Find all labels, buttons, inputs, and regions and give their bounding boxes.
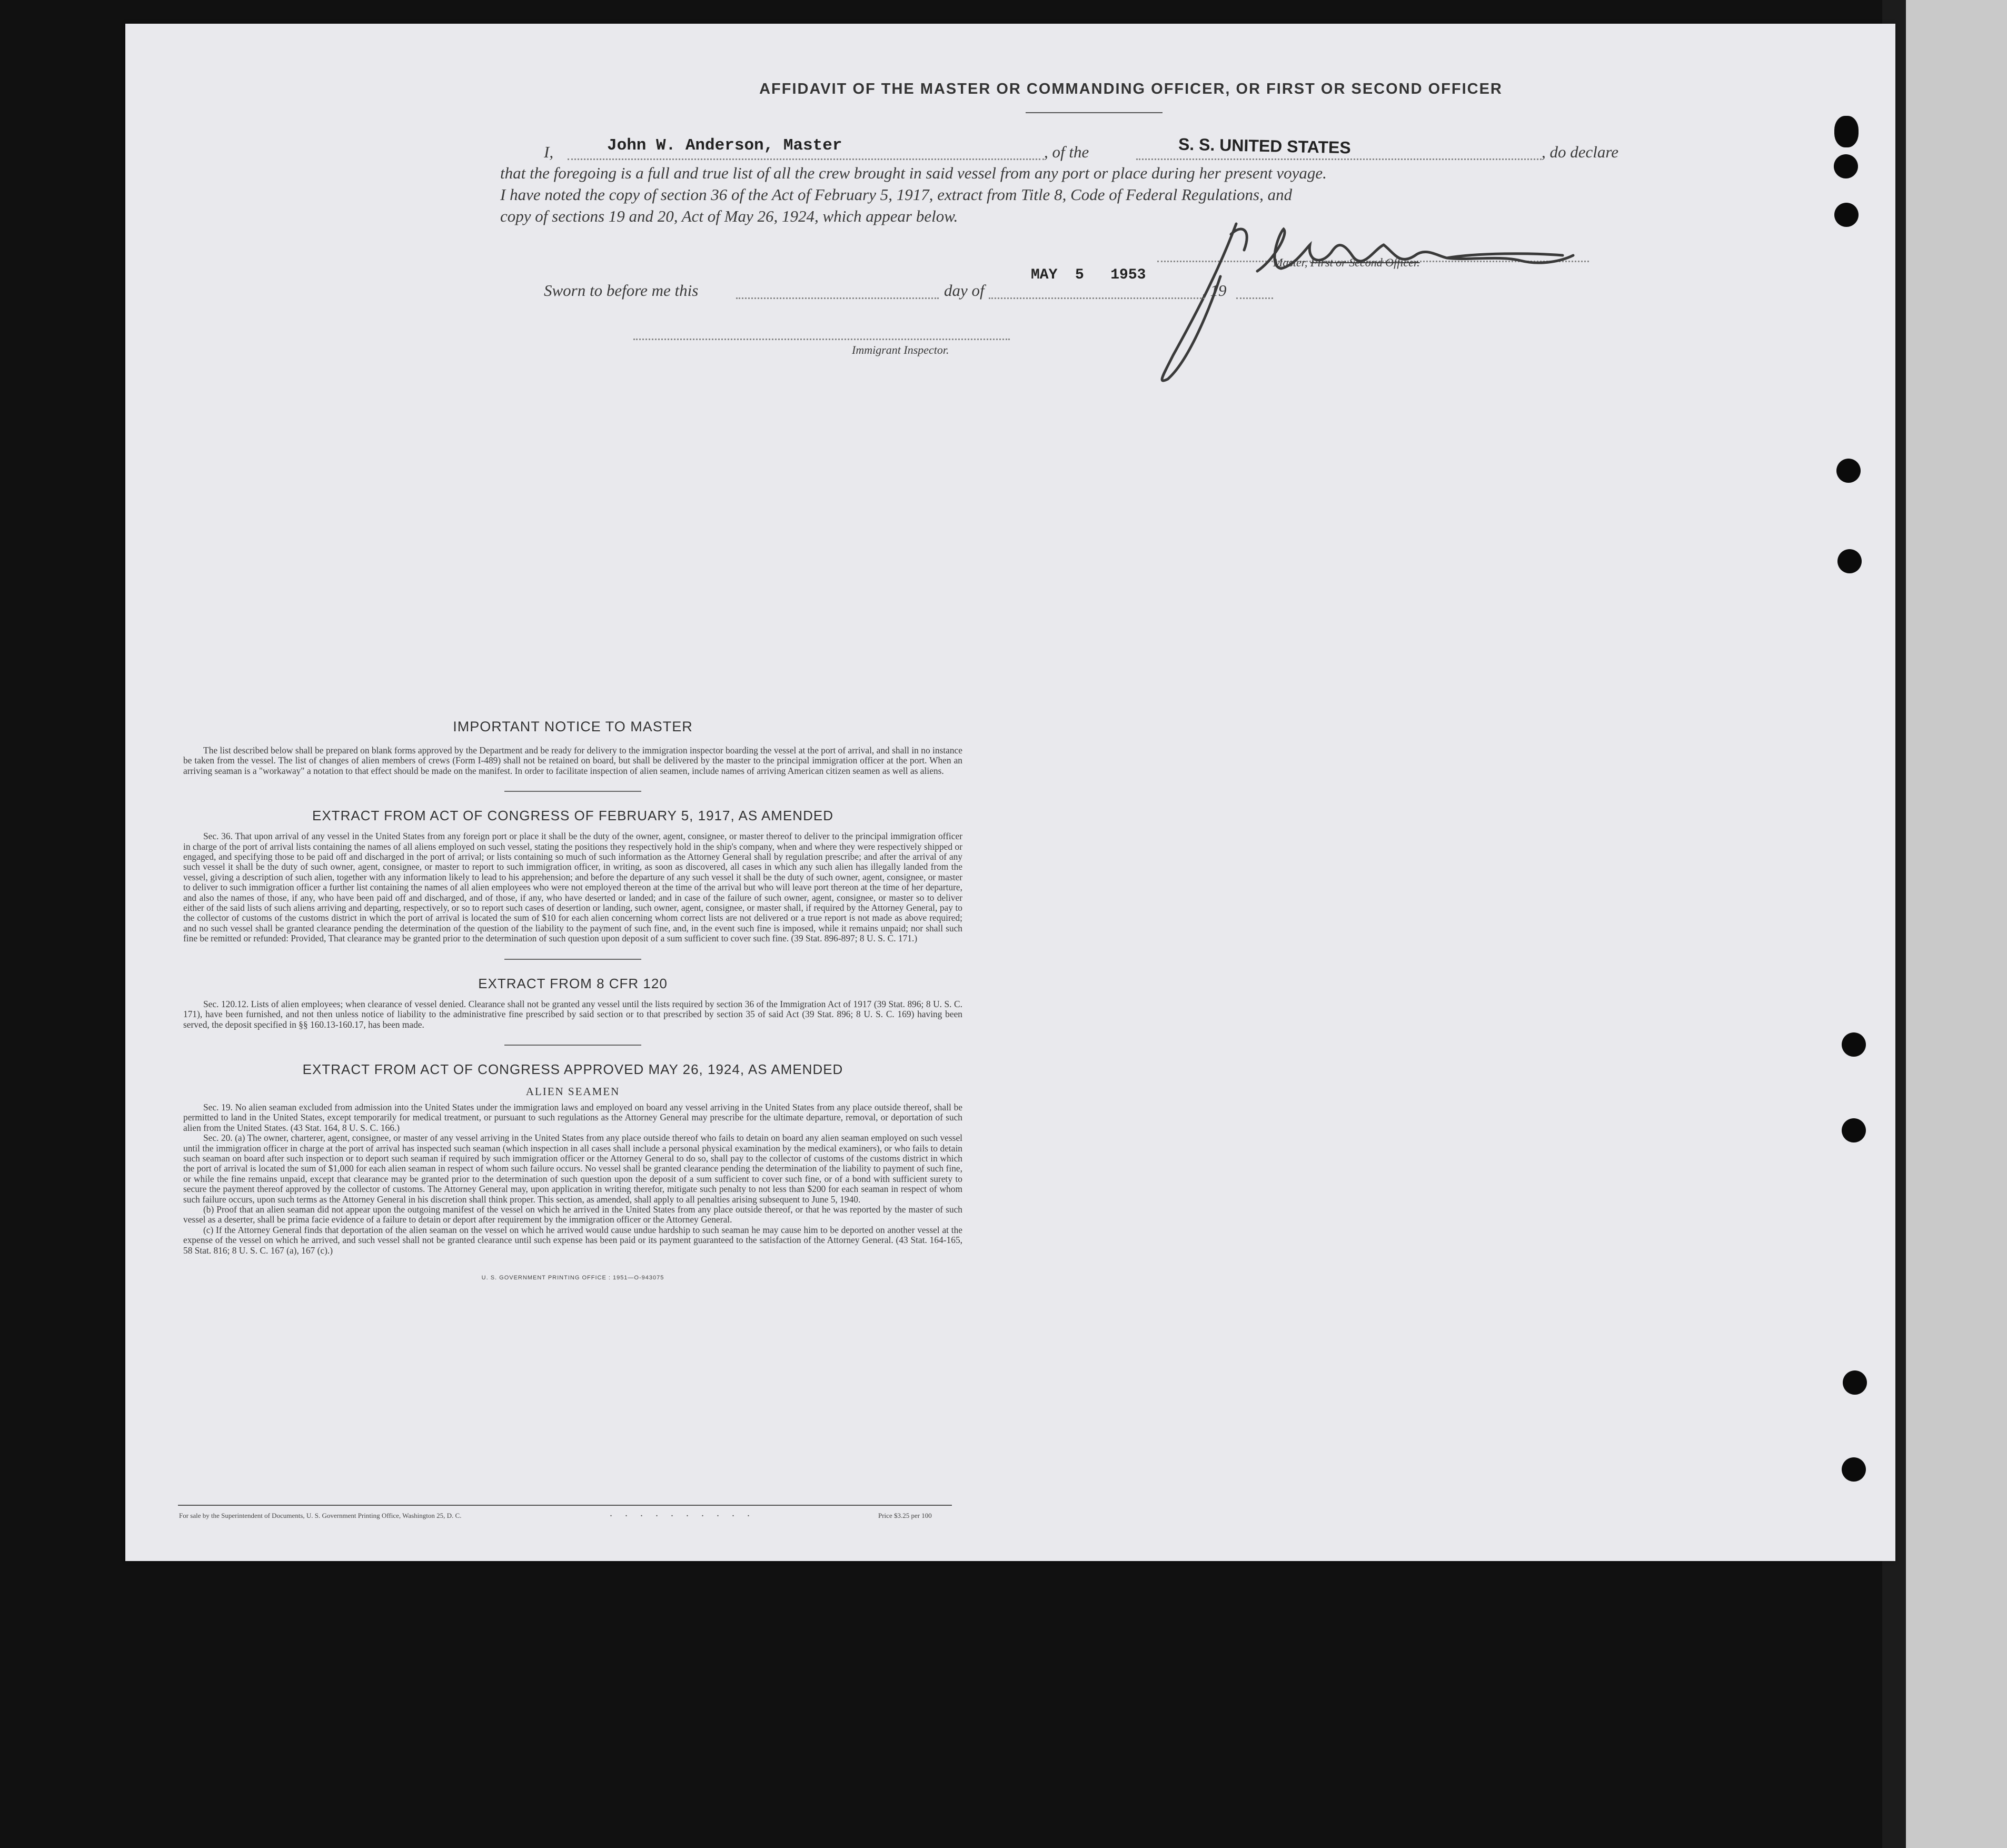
title-rule: [1026, 112, 1163, 113]
declaration-line-3: I have noted the copy of section 36 of the Act of February 5, 1917, extract from Title 8, Code of Federal Regulations, and: [500, 185, 1293, 204]
document-page: [125, 24, 1895, 1561]
notice-body: The list described below shall be prepared on blank forms approved by the Department and be ready for delivery to the immigration inspector boarding the vessel at the port of arrival, and shall in no instance be taken from the vessel. The list of changes of alien members of crews (Form I-489) shall not be retained on board, but shall be delivered by the master to the principal immigration officer at the port. When an arriving seaman is a "workaway" a notation to that effect should be made on the manifest. In order to facilitate inspection of alien seamen, include names of arriving American citizen seamen as well as aliens.: [183, 745, 962, 776]
extract-cfr-body: Sec. 120.12. Lists of alien employees; when clearance of vessel denied. Clearance shall not be granted any vessel until the lists required by section 36 of the Immigration Act of 1917 (39 Stat. 896; 8 U. S. C. 171), have been furnished, and not then unless notice of liability to the administrative fine prescribed by said section or to that prescribed by section 35 of said Act (39 Stat. 896; 8 U. S. C. 169) having been served, the deposit specified in §§ 160.13-160.17, has been made.: [183, 998, 962, 1030]
sec-19-body: Sec. 19. No alien seaman excluded from admission into the United States under the immigration laws and employed on board any vessel arriving in the United States from any place outside thereof, shall be permitted to land in the United States, except temporarily for medical treatment, or pursuant to such regulations as the Attorney General may prescribe for the ultimate departure, removal, or deportation of such alien from the United States. (43 Stat. 164, 8 U. S. C. 166.): [183, 1101, 962, 1133]
of-the-label: , of the: [1044, 143, 1089, 161]
master-name-filled: John W. Anderson, Master: [607, 136, 842, 155]
footer-price: Price $3.25 per 100: [878, 1512, 932, 1519]
declaration-line-2: that the foregoing is a full and true list of all the crew brought in said vessel from any port or place during her present voyage.: [500, 164, 1327, 182]
footer-leader-dots: ..........: [610, 1507, 762, 1519]
master-caption-prefix: Master,: [1273, 256, 1310, 269]
punch-hole: [1834, 203, 1859, 227]
separator-1: [504, 791, 641, 792]
declaration-line-4: copy of sections 19 and 20, Act of May 26, 1924, which appear below.: [500, 207, 958, 225]
punch-hole: [1836, 459, 1861, 483]
year-line: [1236, 297, 1273, 299]
notice-heading: IMPORTANT NOTICE TO MASTER: [453, 719, 693, 734]
footer-sale-notice: For sale by the Superintendent of Documents, U. S. Government Printing Office, Washington 25, D. C.: [179, 1512, 462, 1519]
sec-20b-body: (b) Proof that an alien seaman did not appear upon the outgoing manifest of the vessel on which he arrived in the United States from any place outside thereof, or that he was reported by the master of such vessel as a deserter, shall be prima facie evidence of a failure to detain or deport after requirement by the immigration officer or the Attorney General.: [183, 1204, 962, 1225]
extract-1917-body: Sec. 36. That upon arrival of any vessel in the United States from any foreign port or place it shall be the duty of the owner, agent, consignee, or master thereof to deliver to the principal immigration officer in charge of the port of arrival lists containing the names of all aliens employed on such vessel, stating the positions they respectively hold in the ship's company, when and where they were respectively shipped or engaged, and specifying those to be paid off and discharged in the port of arrival; or lists containing so much of such information as the Attorney General shall by regulation prescribe; and after the arrival of any such vessel it shall be the duty of such owner, agent, consignee, or master to report to such immigration officer, in writing, as soon as discovered, all cases in which any such alien has illegally landed from the vessel, giving a description of such alien, together with any information likely to lead to his apprehension; and before the departure of any such vessel it shall be the duty of such owner, agent, consignee, or master to deliver to such immigration officer a further list containing the names of all alien employees who were not employed thereon at the time of the arrival but who will leave port thereon at the time of her departure, and also the names of those, if any, who have been paid off and discharged, and of those, if any, who have deserted or landed; and in case of the failure of such owner, agent, consignee, or master so to deliver either of the said lists of such aliens arriving and departing, respectively, or so to report such cases of desertion or landing, such owner, agent, consignee, or master shall, if required by the Attorney General, pay to the collector of customs of the customs district in which the port of arrival is located the sum of $10 for each alien concerning whom correct lists are not delivered or a true report is not made as above required; and no such vessel shall be granted clearance pending the determination of the question of the liability to the payment of such fine, and, in the event such fine is imposed, while it remains unpaid; nor shall such fine be remitted or refunded: Provided, That clearance may be granted prior to the determination of such question upon deposit of a sum sufficient to cover such fine. (39 Stat. 896-897; 8 U. S. C. 171.): [183, 831, 962, 944]
day-line: [736, 297, 939, 299]
month-line: [989, 297, 1205, 299]
extract-cfr-heading: EXTRACT FROM 8 CFR 120: [478, 975, 668, 991]
punch-hole: [1842, 1118, 1866, 1142]
vessel-name-line: [1136, 158, 1542, 160]
scan-margin-gray: [1906, 0, 2007, 1848]
punch-hole: [1837, 549, 1862, 573]
punch-hole: [1842, 1032, 1866, 1057]
day-of-label: day of: [944, 281, 985, 300]
sworn-label: Sworn to before me this: [544, 281, 699, 300]
master-caption: [1273, 255, 1420, 270]
separator-2: [504, 959, 641, 960]
inspector-caption: Immigrant Inspector.: [852, 343, 949, 356]
year-prefix: , 19: [1202, 281, 1227, 300]
sworn-date-filled: MAY 5 1953: [1031, 267, 1146, 283]
punch-hole: [1842, 1457, 1866, 1482]
signature-mark: [1152, 203, 1678, 403]
do-declare-label: , do declare: [1542, 143, 1619, 161]
footer-rule: [178, 1505, 952, 1506]
punch-hole: [1834, 154, 1858, 178]
master-caption-struck: First or Second Officer.: [1310, 256, 1420, 269]
punch-hole: [1843, 1370, 1867, 1395]
inspector-line: [633, 339, 1010, 340]
alien-seamen-subheading: ALIEN SEAMEN: [525, 1085, 620, 1098]
sec-20c-body: (c) If the Attorney General finds that deportation of the alien seaman on the vessel on which he arrived would cause undue hardship to such seaman he may cause him to be deported on another vessel at the expense of the vessel on which he arrived, and such vessel shall not be granted clearance until such expense has been paid or its payment guaranteed to the satisfaction of the Attorney General. (43 Stat. 164-165, 58 Stat. 816; 8 U. S. C. 167 (a), 167 (c).): [183, 1224, 962, 1256]
i-label: I,: [544, 143, 554, 161]
vessel-name-filled: S. S. UNITED STATES: [1178, 134, 1352, 157]
gpo-imprint: U. S. GOVERNMENT PRINTING OFFICE : 1951—O-943075: [481, 1275, 664, 1281]
master-name-line: [568, 158, 1044, 160]
affidavit-title: AFFIDAVIT OF THE MASTER OR COMMANDING OFFICER, OR FIRST OR SECOND OFFICER: [759, 81, 1503, 97]
extract-1917-heading: EXTRACT FROM ACT OF CONGRESS OF FEBRUARY 5, 1917, AS AMENDED: [312, 808, 833, 824]
extract-1924-heading: EXTRACT FROM ACT OF CONGRESS APPROVED MAY 26, 1924, AS AMENDED: [302, 1061, 843, 1077]
sec-20a-body: Sec. 20. (a) The owner, charterer, agent, consignee, or master of any vessel arriving in the United States from any place outside thereof who fails to detain on board any alien seaman employed on such vessel until the immigration officer in charge at the port of arrival has inspected such seaman (which inspection in all cases shall include a personal physical examination by the medical examiners), or who fails to detain such seaman on board after such inspection or to deport such seaman if required by such immigration officer or the Attorney General to do so, shall pay to the collector of customs of the customs district in which the port of arrival is located the sum of $1,000 for each alien seaman in respect of whom such failure occurs. No vessel shall be granted clearance pending the determination of the liability to payment of such fine, or while the fine remains unpaid, except that clearance may be granted prior to the determination of such question upon the deposit of a sum sufficient to cover such fine, or of a bond with sufficient surety to secure the payment thereof approved by the collector of customs. The Attorney General may, upon application in writing therefor, mitigate such penalty to not less than $200 for each seaman in respect of whom such failure occurs, upon such terms as the Attorney General in his discretion shall think proper. This section, as amended, shall apply to all penalties arising subsequent to June 5, 1940.: [183, 1132, 962, 1205]
separator-3: [504, 1045, 641, 1046]
punch-hole: [1834, 116, 1859, 147]
legal-notices: [183, 719, 962, 1281]
